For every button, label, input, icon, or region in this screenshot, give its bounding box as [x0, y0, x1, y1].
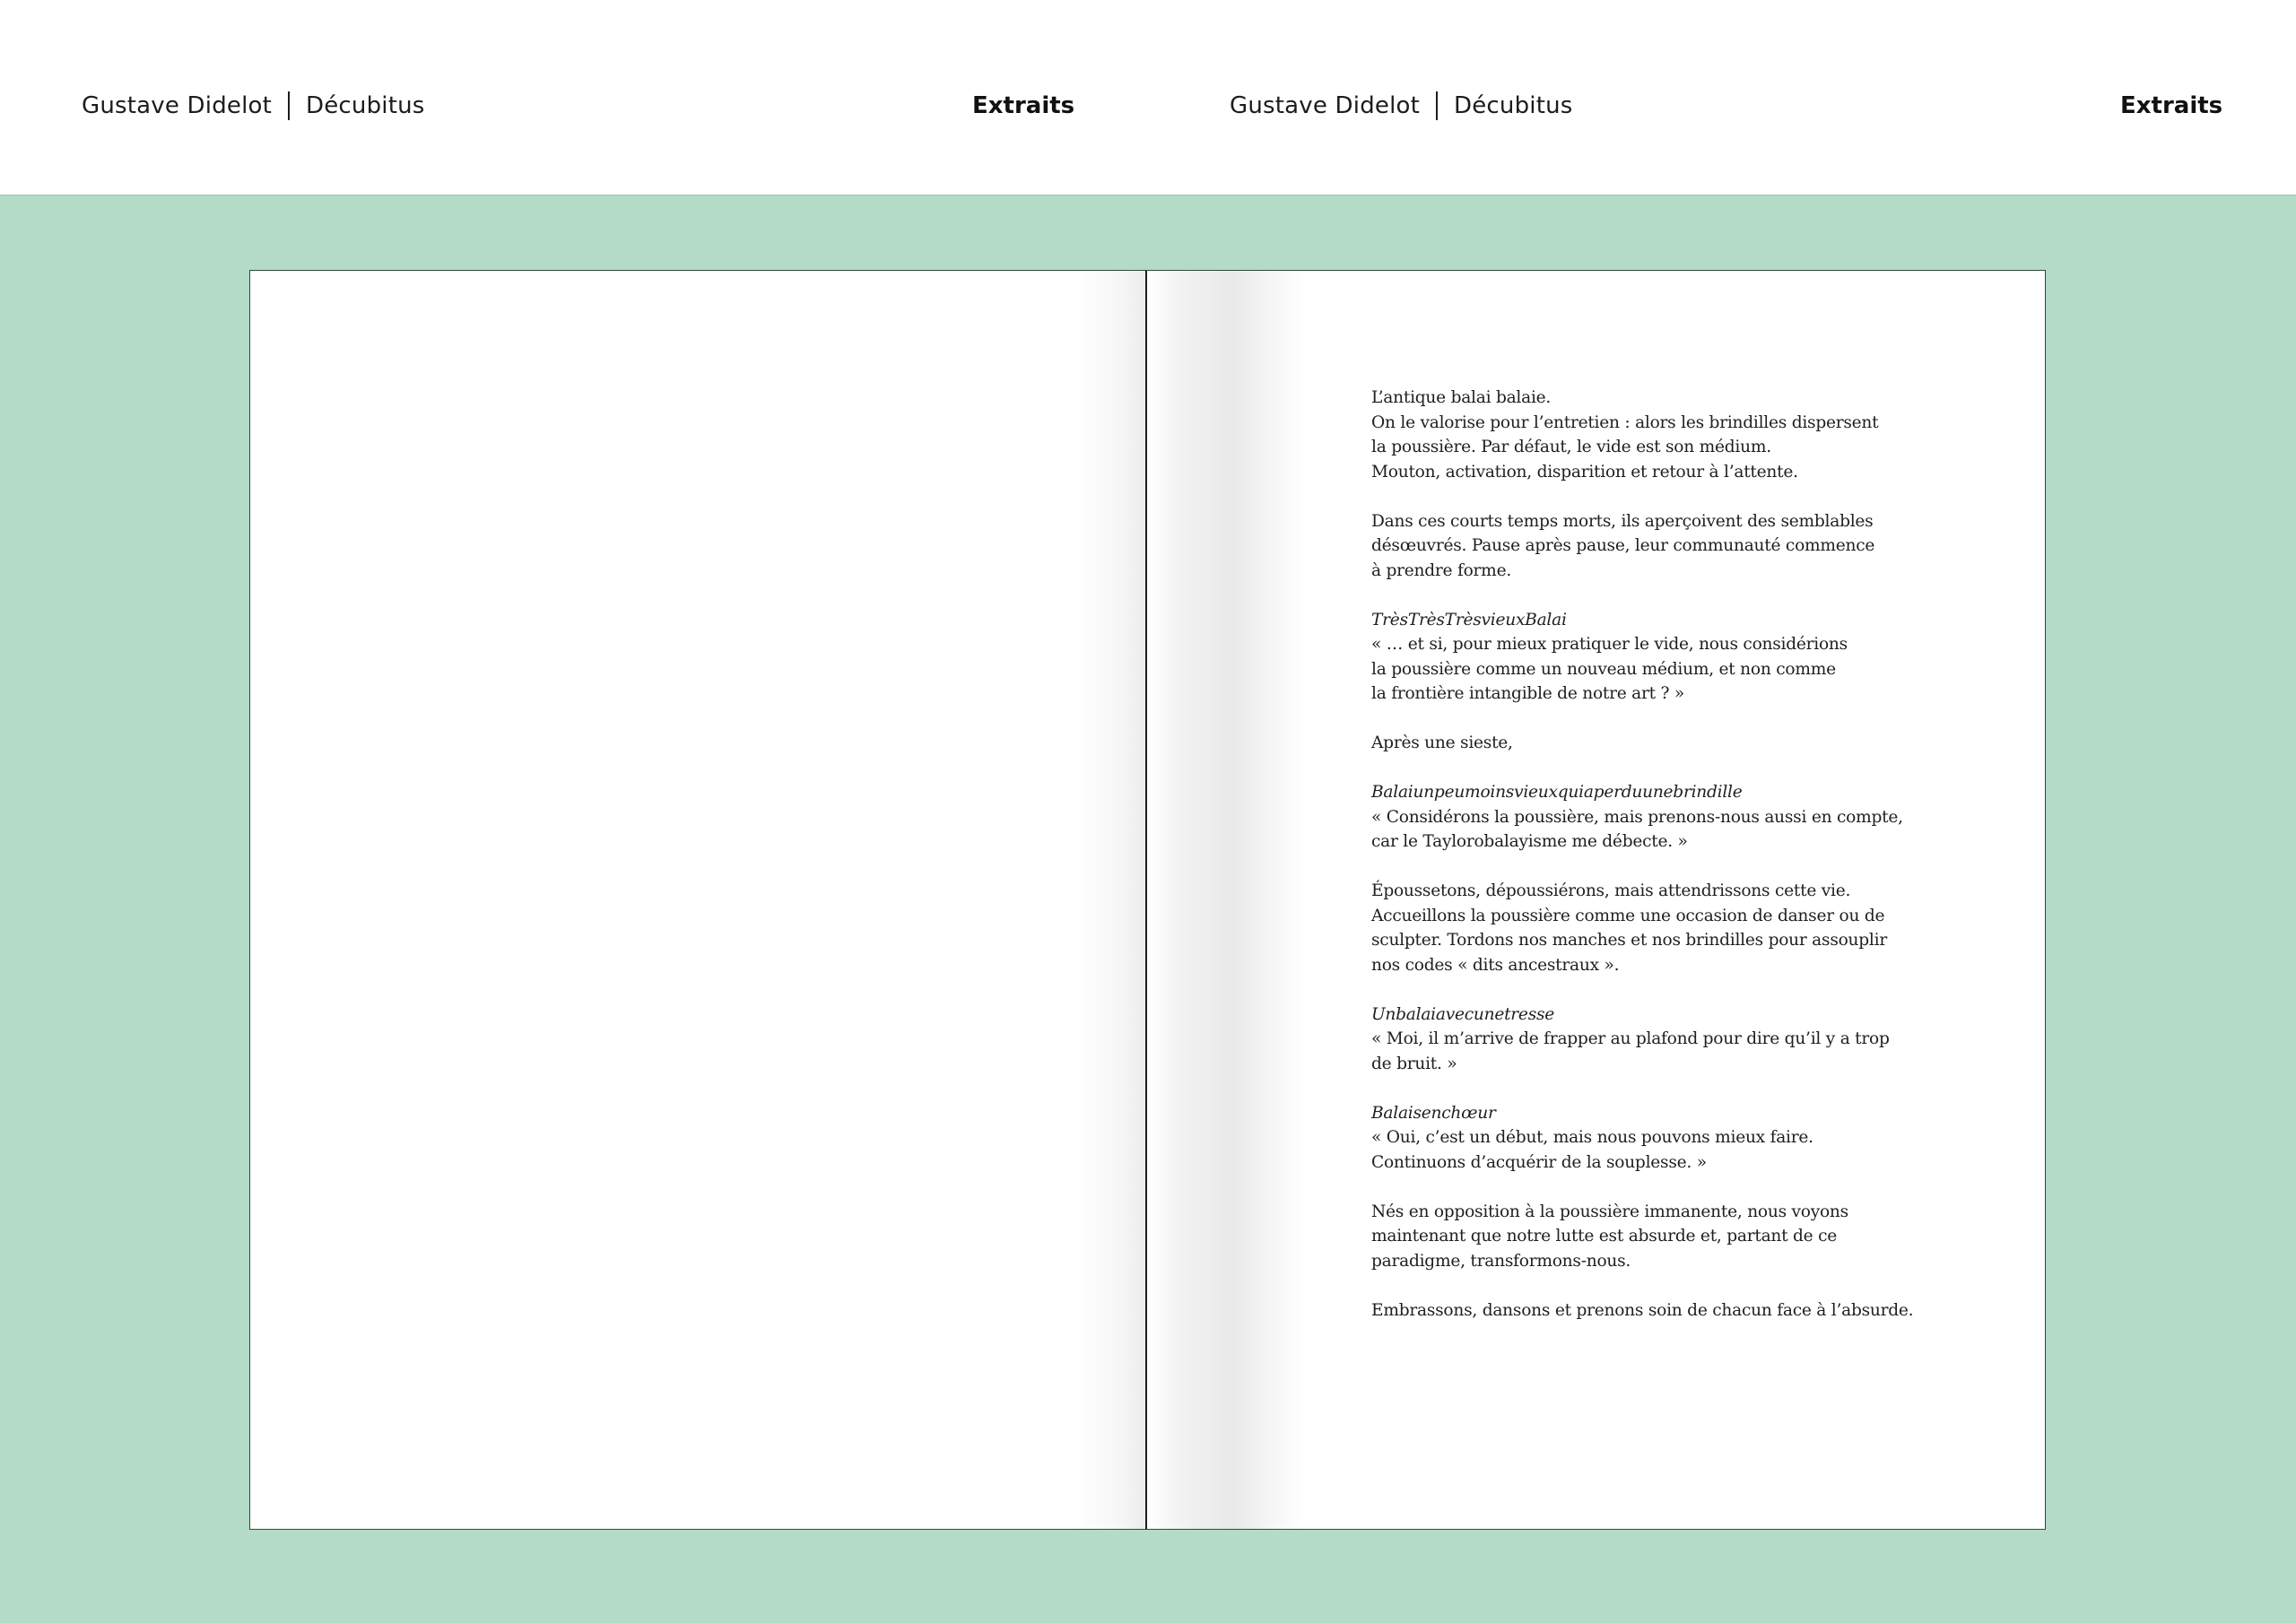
text-line: désœuvrés. Pause après pause, leur communauté commence	[1371, 536, 1875, 555]
header-right-running-head	[1230, 88, 1573, 124]
text-line: maintenant que notre lutte est absurde et, partant de ce	[1371, 1227, 1838, 1245]
speaker-name: TrèsTrèsTrèsvieuxBalai	[1371, 610, 1567, 629]
text-line: Accueillons la poussière comme une occasion de danser ou de	[1371, 906, 1885, 925]
text-paragraph	[1371, 1298, 1914, 1324]
text-line: Nés en opposition à la poussière immanente, nous voyons	[1371, 1202, 1848, 1221]
text-line: sculpter. Tordons nos manches et nos brindilles pour assouplir	[1371, 931, 1887, 950]
text-line: « Considérons la poussière, mais prenons-nous aussi en compte,	[1371, 807, 1903, 827]
text-line: L’antique balai balaie.	[1371, 388, 1552, 407]
book-spread	[249, 270, 2045, 1530]
header-right-author: Gustave Didelot	[1230, 92, 1421, 119]
speaker-name: Balaiunpeumoinsvieuxquiaperduunebrindille	[1371, 783, 1743, 802]
header-left-author: Gustave Didelot	[82, 92, 273, 119]
header-right-separator	[1436, 91, 1438, 120]
text-line: « Oui, c’est un début, mais nous pouvons mieux faire.	[1371, 1128, 1813, 1147]
header-left-section: Extraits	[972, 92, 1075, 119]
text-line: Dans ces courts temps morts, ils aperçoivent des semblables	[1371, 511, 1874, 531]
header-left-running-head	[82, 88, 425, 124]
text-line: de bruit. »	[1371, 1054, 1457, 1073]
text-line: à prendre forme.	[1371, 560, 1511, 580]
right-page-text	[1371, 386, 1914, 1348]
text-line: la frontière intangible de notre art ? »	[1371, 684, 1685, 703]
right-page	[1145, 270, 2046, 1530]
text-line: la poussière. Par défaut, le vide est son médium.	[1371, 438, 1771, 456]
text-line: Embrassons, dansons et prenons soin de chacun face à l’absurde.	[1371, 1300, 1914, 1320]
text-paragraph	[1371, 879, 1892, 977]
text-line: la poussière comme un nouveau médium, et non comme	[1371, 659, 1836, 679]
text-line: nos codes « dits ancestraux ».	[1371, 955, 1620, 975]
text-line: paradigme, transformons-nous.	[1371, 1251, 1631, 1271]
header-left-separator	[288, 91, 290, 120]
text-line: On le valorise pour l’entretien : alors les brindilles dispersent	[1371, 412, 1879, 432]
text-paragraph	[1371, 731, 1892, 756]
text-paragraph	[1371, 780, 1903, 855]
text-line: Continuons d’acquérir de la souplesse. »	[1371, 1152, 1707, 1172]
header-right-title: Décubitus	[1454, 92, 1573, 119]
header-left-title: Décubitus	[306, 92, 425, 119]
text-line: Époussetons, dépoussiérons, mais attendrissons cette vie.	[1371, 881, 1851, 900]
text-line: « Moi, il m’arrive de frapper au plafond pour dire qu’il y a trop	[1371, 1029, 1890, 1048]
text-paragraph	[1371, 386, 1892, 484]
text-paragraph	[1371, 1101, 1892, 1176]
text-paragraph	[1371, 509, 1892, 584]
text-paragraph	[1371, 608, 1892, 707]
text-paragraph	[1371, 1200, 1892, 1274]
header-bar	[0, 0, 2296, 195]
speaker-name: Balaisenchœur	[1371, 1103, 1496, 1123]
text-line: Après une sieste,	[1371, 733, 1513, 752]
text-paragraph	[1371, 1002, 1892, 1077]
speaker-name: Unbalaiavecunetresse	[1371, 1004, 1555, 1024]
text-line: car le Taylorobalayisme me débecte. »	[1371, 832, 1688, 851]
header-right-section: Extraits	[2120, 92, 2223, 119]
text-line: « … et si, pour mieux pratiquer le vide, nous considérions	[1371, 635, 1848, 654]
left-page	[249, 270, 1146, 1530]
text-line: Mouton, activation, disparition et retour à l’attente.	[1371, 462, 1798, 482]
